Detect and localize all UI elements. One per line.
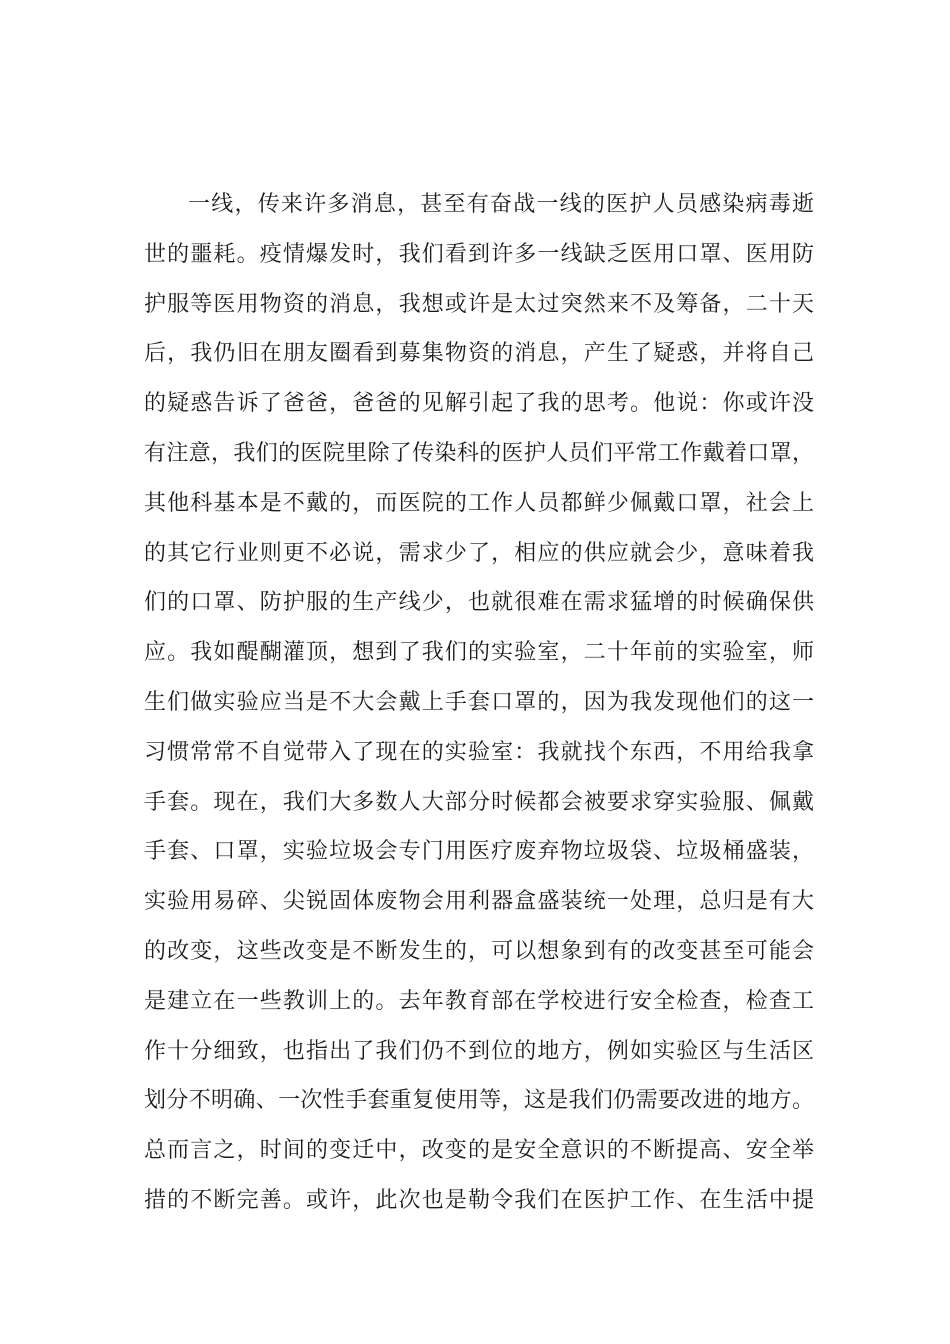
- text-line-16: 的改变，这些改变是不断发生的，可以想象到有的改变甚至可能会: [144, 938, 814, 964]
- text-line-9: 们的口罩、防护服的生产线少，也就很难在需求猛增的时候确保供: [144, 590, 814, 616]
- text-line-2: 世的噩耗。疫情爆发时，我们看到许多一线缺乏医用口罩、医用防: [144, 241, 814, 267]
- text-line-15: 实验用易碎、尖锐固体废物会用利器盒盛装统一处理，总归是有大: [144, 889, 814, 915]
- text-line-4: 后，我仍旧在朋友圈看到募集物资的消息，产生了疑惑，并将自己: [144, 341, 814, 367]
- text-line-12: 习惯常常不自觉带入了现在的实验室：我就找个东西，不用给我拿: [144, 739, 814, 765]
- text-line-1: 一线，传来许多消息，甚至有奋战一线的医护人员感染病毒逝: [188, 192, 814, 217]
- text-line-8: 的其它行业则更不必说，需求少了，相应的供应就会少，意味着我: [144, 540, 814, 566]
- text-line-11: 生们做实验应当是不大会戴上手套口罩的，因为我发现他们的这一: [144, 689, 814, 715]
- text-line-6: 有注意，我们的医院里除了传染科的医护人员们平常工作戴着口罩，: [144, 440, 814, 466]
- text-line-18: 作十分细致，也指出了我们仍不到位的地方，例如实验区与生活区: [144, 1038, 814, 1064]
- text-line-13: 手套。现在，我们大多数人大部分时候都会被要求穿实验服、佩戴: [144, 789, 814, 815]
- text-line-3: 护服等医用物资的消息，我想或许是太过突然来不及筹备，二十天: [144, 291, 814, 317]
- text-line-10: 应。我如醍醐灌顶，想到了我们的实验室，二十年前的实验室，师: [144, 640, 814, 666]
- body-text: [144, 180, 814, 1226]
- text-line-21: 措的不断完善。或许，此次也是勒令我们在医护工作、在生活中提: [144, 1187, 814, 1213]
- text-line-17: 是建立在一些教训上的。去年教育部在学校进行安全检查，检查工: [144, 988, 814, 1014]
- text-line-19: 划分不明确、一次性手套重复使用等，这是我们仍需要改进的地方。: [144, 1088, 814, 1114]
- text-line-14: 手套、口罩，实验垃圾会专门用医疗废弃物垃圾袋、垃圾桶盛装，: [144, 839, 814, 865]
- text-line-20: 总而言之，时间的变迁中，改变的是安全意识的不断提高、安全举: [144, 1138, 814, 1164]
- text-line-7: 其他科基本是不戴的，而医院的工作人员都鲜少佩戴口罩，社会上: [144, 490, 814, 516]
- text-line-5: 的疑惑告诉了爸爸，爸爸的见解引起了我的思考。他说：你或许没: [144, 391, 814, 417]
